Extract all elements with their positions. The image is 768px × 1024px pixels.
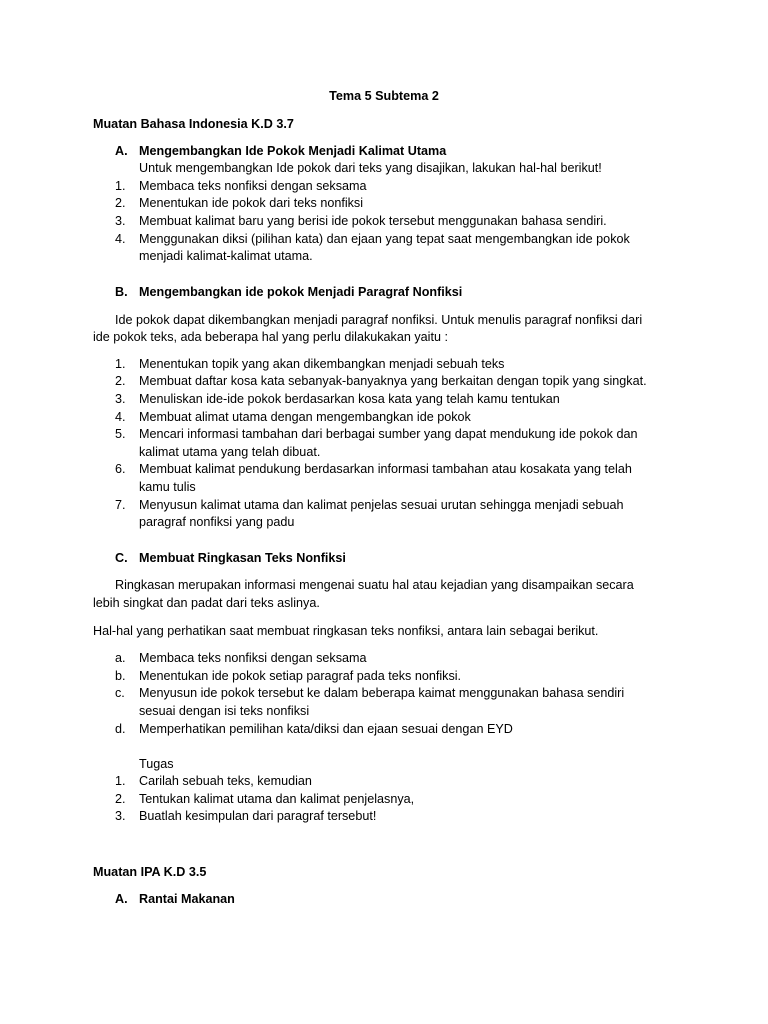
section-a-heading: Mengembangkan Ide Pokok Menjadi Kalimat Utama (139, 144, 447, 158)
bahasa-heading: Muatan Bahasa Indonesia K.D 3.7 (93, 117, 294, 131)
tugas-label: Tugas (139, 757, 174, 771)
ipa-section-a-marker: A. (115, 892, 128, 906)
list-marker: 1. (115, 774, 126, 788)
list-marker: 1. (115, 357, 126, 371)
list-marker: 4. (115, 232, 126, 246)
list-item: Menyusun ide pokok tersebut ke dalam beberapa kaimat menggunakan bahasa sendiri (139, 686, 625, 700)
list-item: Menentukan ide pokok dari teks nonfiksi (139, 196, 364, 210)
section-b-heading: Mengembangkan ide pokok Menjadi Paragraf Nonfiksi (139, 285, 463, 299)
section-b-paragraph-cont: ide pokok teks, ada beberapa hal yang perlu dilakukakan yaitu : (93, 330, 448, 344)
ipa-heading: Muatan IPA K.D 3.5 (93, 865, 207, 879)
list-marker: 5. (115, 427, 126, 441)
list-item-continuation: sesuai dengan isi teks nonfiksi (139, 704, 310, 718)
list-item: Menuliskan ide-ide pokok berdasarkan kosa kata yang telah kamu tentukan (139, 392, 560, 406)
list-marker: 6. (115, 462, 126, 476)
section-c-paragraph-2: Hal-hal yang perhatikan saat membuat ringkasan teks nonfiksi, antara lain sebagai berikut. (93, 624, 599, 638)
list-marker: c. (115, 686, 125, 700)
section-a-marker: A. (115, 144, 128, 158)
section-a-intro: Untuk mengembangkan Ide pokok dari teks yang disajikan, lakukan hal-hal berikut! (139, 161, 602, 175)
section-c-heading: Membuat Ringkasan Teks Nonfiksi (139, 551, 346, 565)
list-marker: b. (115, 669, 126, 683)
list-marker: 2. (115, 196, 126, 210)
list-item-continuation: paragraf nonfiksi yang padu (139, 515, 295, 529)
list-item: Carilah sebuah teks, kemudian (139, 774, 312, 788)
doc-title: Tema 5 Subtema 2 (329, 89, 439, 103)
section-c-marker: C. (115, 551, 128, 565)
list-item: Membuat kalimat baru yang berisi ide pokok tersebut menggunakan bahasa sendiri. (139, 214, 607, 228)
section-b-paragraph: Ide pokok dapat dikembangkan menjadi paragraf nonfiksi. Untuk menulis paragraf nonfiksi dari (115, 313, 643, 327)
list-item: Membuat alimat utama dengan mengembangkan ide pokok (139, 410, 471, 424)
list-item: Membuat kalimat pendukung berdasarkan informasi tambahan atau kosakata yang telah (139, 462, 632, 476)
list-marker: 2. (115, 792, 126, 806)
list-marker: 7. (115, 498, 126, 512)
list-item: Membaca teks nonfiksi dengan seksama (139, 651, 367, 665)
list-marker: 3. (115, 809, 126, 823)
list-item-continuation: kalimat utama yang telah dibuat. (139, 445, 321, 459)
list-item: Membaca teks nonfiksi dengan seksama (139, 179, 367, 193)
list-item: Menentukan ide pokok setiap paragraf pada teks nonfiksi. (139, 669, 462, 683)
list-marker: 4. (115, 410, 126, 424)
list-item: Buatlah kesimpulan dari paragraf tersebut! (139, 809, 377, 823)
list-marker: a. (115, 651, 126, 665)
section-c-paragraph: Ringkasan merupakan informasi mengenai suatu hal atau kejadian yang disampaikan secara (115, 578, 634, 592)
list-marker: 3. (115, 214, 126, 228)
ipa-section-a-heading: Rantai Makanan (139, 892, 235, 906)
list-item: Menyusun kalimat utama dan kalimat penjelas sesuai urutan sehingga menjadi sebuah (139, 498, 624, 512)
list-item: Mencari informasi tambahan dari berbagai sumber yang dapat mendukung ide pokok dan (139, 427, 638, 441)
list-marker: 1. (115, 179, 126, 193)
list-item: Membuat daftar kosa kata sebanyak-banyaknya yang berkaitan dengan topik yang singkat. (139, 374, 647, 388)
list-marker: 3. (115, 392, 126, 406)
section-c-paragraph-cont: lebih singkat dan padat dari teks aslinya. (93, 596, 320, 610)
list-marker: d. (115, 722, 126, 736)
list-marker: 2. (115, 374, 126, 388)
list-item: Tentukan kalimat utama dan kalimat penjelasnya, (139, 792, 415, 806)
list-item: Menentukan topik yang akan dikembangkan menjadi sebuah teks (139, 357, 505, 371)
list-item: Menggunakan diksi (pilihan kata) dan ejaan yang tepat saat mengembangkan ide pokok (139, 232, 630, 246)
list-item: Memperhatikan pemilihan kata/diksi dan ejaan sesuai dengan EYD (139, 722, 513, 736)
list-item-continuation: kamu tulis (139, 480, 196, 494)
section-b-marker: B. (115, 285, 128, 299)
list-item-continuation: menjadi kalimat-kalimat utama. (139, 249, 313, 263)
